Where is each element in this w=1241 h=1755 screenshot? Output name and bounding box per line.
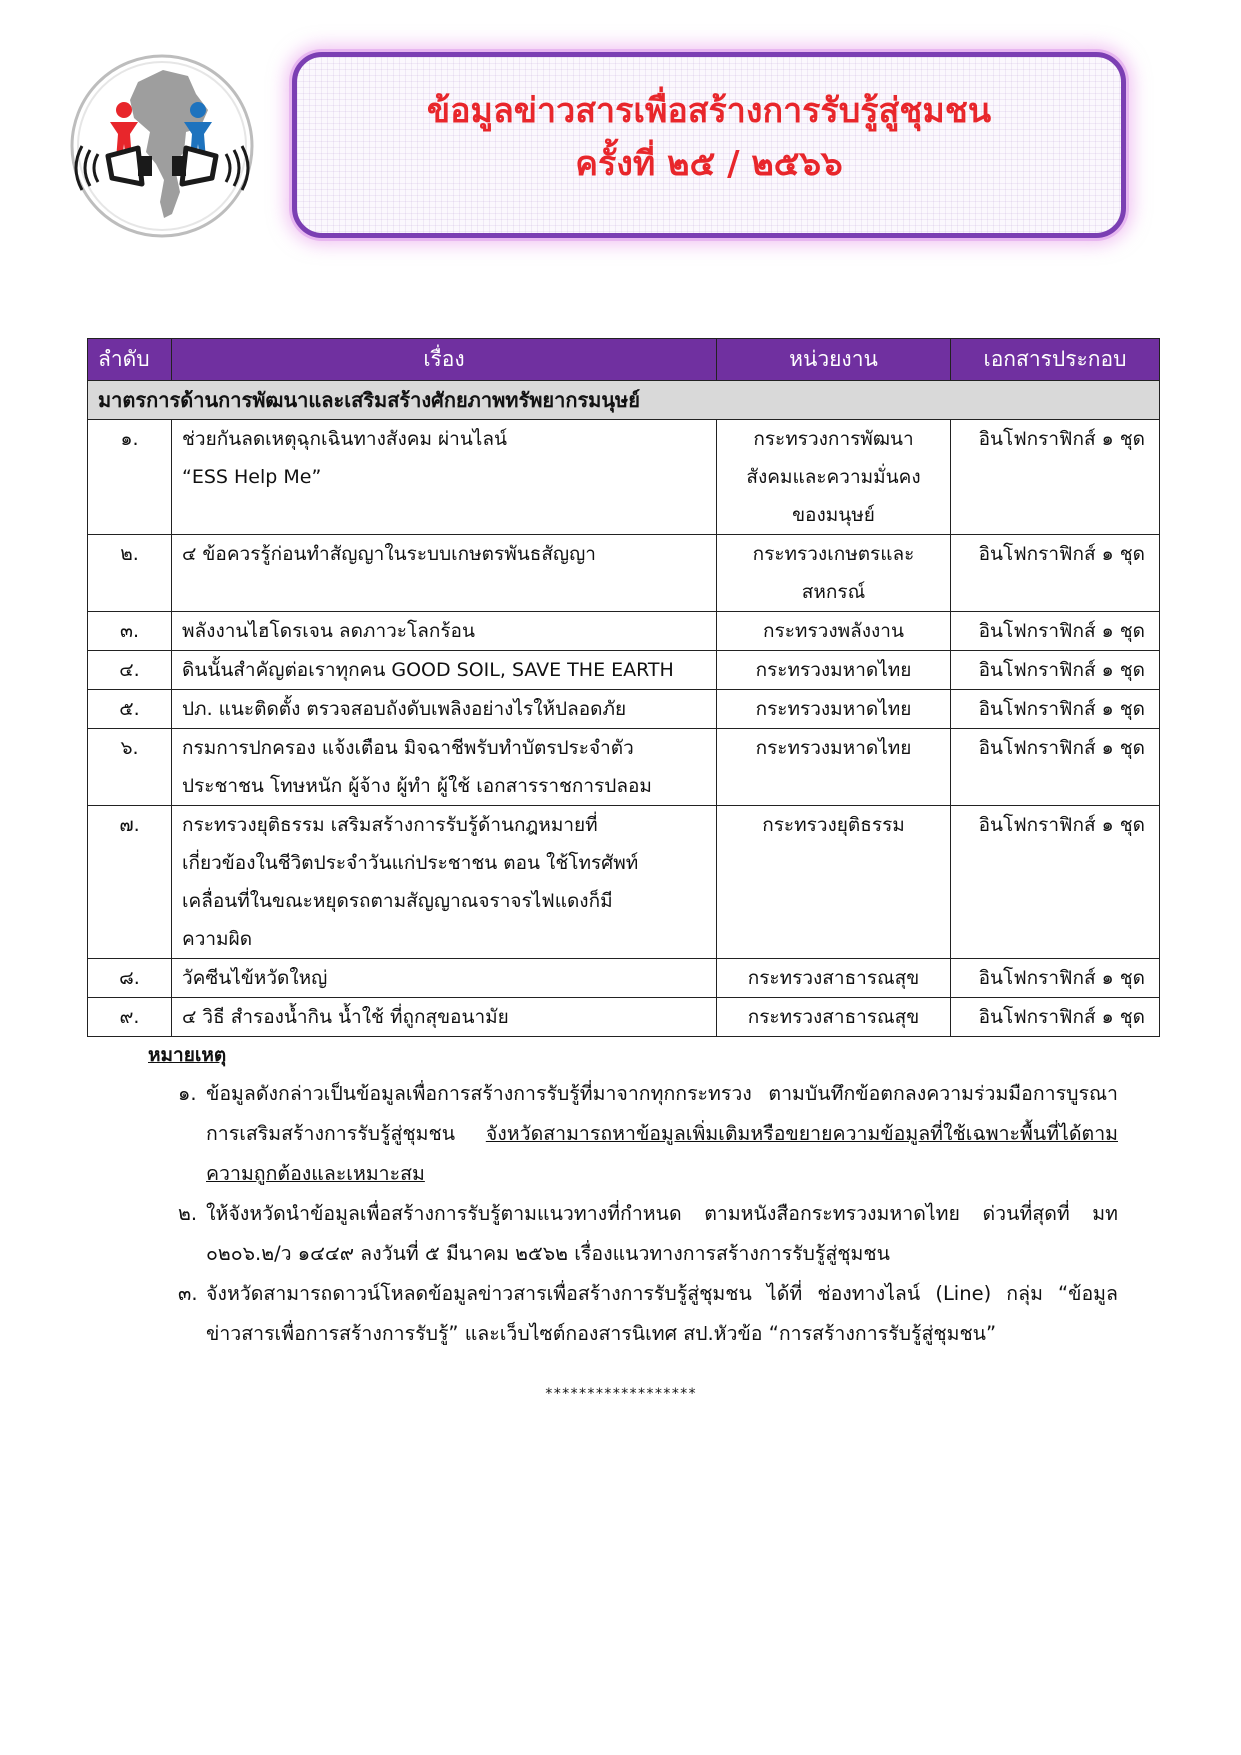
header-doc: เอกสารประกอบ: [951, 339, 1160, 381]
people-megaphone-map-logo-icon: [68, 52, 256, 240]
row-topic-line: กรมการปกครอง แจ้งเตือน มิจฉาชีพรับทำบัตรประจำตัว: [182, 737, 634, 759]
row-doc: อินโฟกราฟิกส์ ๑ ชุด: [951, 690, 1160, 729]
row-unit-line: กระทรวงสาธารณสุข: [747, 967, 920, 989]
table-row: [88, 535, 1160, 612]
row-doc: อินโฟกราฟิกส์ ๑ ชุด: [951, 959, 1160, 998]
table-row: [88, 651, 1160, 690]
row-unit-line: สังคมและความมั่นคง: [746, 466, 921, 488]
remark-text: ข้อมูลดังกล่าวเป็นข้อมูลเพื่อการสร้างการรับรู้ที่มาจากทุกกระทรวง ตามบันทึกข้อตกลงความร่วมมือการบูรณาการเสริมสร้างการรับรู้สู่ชุมชน: [206, 1082, 1118, 1145]
row-unit: [717, 729, 951, 806]
row-number: ๒.: [88, 535, 172, 612]
logo: [68, 52, 256, 240]
page-title: ข้อมูลข่าวสารเพื่อสร้างการรับรู้สู่ชุมชน: [426, 91, 992, 131]
row-topic-line: ปภ. แนะติดตั้ง ตรวจสอบถังดับเพลิงอย่างไรให้ปลอดภัย: [182, 698, 627, 720]
remarks: [148, 1040, 1118, 1354]
table-row: [88, 690, 1160, 729]
row-unit-line: กระทรวงพลังงาน: [763, 620, 904, 642]
row-topic-line: ๔ วิธี สำรองน้ำกิน น้ำใช้ ที่ถูกสุขอนามัย: [182, 1006, 509, 1028]
remark-number: ๒.: [178, 1202, 198, 1225]
row-unit: [717, 690, 951, 729]
row-topic-line: เกี่ยวข้องในชีวิตประจำวันแก่ประชาชน ตอน ใช้โทรศัพท์: [182, 852, 639, 874]
row-unit: [717, 612, 951, 651]
table-row: [88, 998, 1160, 1037]
header-unit: หน่วยงาน: [717, 339, 951, 381]
row-unit: [717, 998, 951, 1037]
row-doc: อินโฟกราฟิกส์ ๑ ชุด: [951, 998, 1160, 1037]
row-topic: [172, 998, 717, 1037]
row-unit: [717, 806, 951, 959]
row-number: ๔.: [88, 651, 172, 690]
row-number: ๙.: [88, 998, 172, 1037]
row-topic: [172, 959, 717, 998]
row-number: ๘.: [88, 959, 172, 998]
row-number: ๑.: [88, 420, 172, 535]
row-unit-line: กระทรวงสาธารณสุข: [747, 1006, 920, 1028]
table-row: [88, 959, 1160, 998]
row-number: ๕.: [88, 690, 172, 729]
row-doc: อินโฟกราฟิกส์ ๑ ชุด: [951, 612, 1160, 651]
header-topic: เรื่อง: [172, 339, 717, 381]
row-unit: [717, 420, 951, 535]
remark-item: [148, 1194, 1118, 1274]
title-box: [292, 52, 1126, 238]
header-no: ลำดับ: [88, 339, 172, 381]
row-topic: [172, 535, 717, 612]
row-topic: [172, 806, 717, 959]
row-topic-line: พลังงานไฮโดรเจน ลดภาวะโลกร้อน: [182, 620, 475, 642]
news-table: [87, 338, 1160, 1037]
row-unit-line: กระทรวงยุติธรรม: [762, 814, 905, 836]
remark-text: จังหวัดสามารถดาวน์โหลดข้อมูลข่าวสารเพื่อสร้างการรับรู้สู่ชุมชน ได้ที่ ช่องทางไลน์ (Line) กลุ่ม “ข้อมูลข่าวสารเพื่อการสร้างการรับรู้” และเว็บไซต์กองสารนิเทศ สป.หัวข้อ “การสร้างการรับรู้สู่ชุมชน”: [206, 1282, 1118, 1345]
row-topic-line: วัคซีนไข้หวัดใหญ่: [182, 967, 328, 989]
row-topic: [172, 612, 717, 651]
remarks-title: หมายเหตุ: [148, 1044, 227, 1066]
row-doc: อินโฟกราฟิกส์ ๑ ชุด: [951, 651, 1160, 690]
row-doc: อินโฟกราฟิกส์ ๑ ชุด: [951, 420, 1160, 535]
section-row: [88, 381, 1160, 420]
row-topic: [172, 651, 717, 690]
row-topic-line: ๔ ข้อควรรู้ก่อนทำสัญญาในระบบเกษตรพันธสัญญา: [182, 543, 596, 565]
row-doc: อินโฟกราฟิกส์ ๑ ชุด: [951, 806, 1160, 959]
row-topic-line: กระทรวงยุติธรรม เสริมสร้างการรับรู้ด้านกฎหมายที่: [182, 814, 598, 836]
remark-item: [148, 1274, 1118, 1354]
table-header-row: [88, 339, 1160, 381]
row-unit-line: ของมนุษย์: [792, 504, 875, 526]
remark-underlined-text: จังหวัดสามารถหาข้อมูลเพิ่มเติมหรือขยายความข้อมูลที่ใช้เฉพาะพื้นที่ได้ตามความถูกต้องและเหมาะสม: [206, 1122, 1118, 1185]
row-unit: [717, 651, 951, 690]
row-number: ๗.: [88, 806, 172, 959]
row-topic-line: ความผิด: [182, 928, 253, 950]
row-unit-line: กระทรวงมหาดไทย: [755, 737, 912, 759]
remarks-list: [148, 1074, 1118, 1354]
row-unit-line: กระทรวงเกษตรและ: [752, 543, 915, 565]
row-doc: อินโฟกราฟิกส์ ๑ ชุด: [951, 535, 1160, 612]
row-topic-line: ประชาชน โทษหนัก ผู้จ้าง ผู้ทำ ผู้ใช้ เอกสารราชการปลอม: [182, 775, 652, 797]
remark-item: [148, 1074, 1118, 1194]
remark-number: ๑.: [178, 1082, 197, 1105]
row-topic: [172, 729, 717, 806]
row-unit: [717, 959, 951, 998]
table-row: [88, 729, 1160, 806]
row-unit-line: กระทรวงมหาดไทย: [755, 659, 912, 681]
table-row: [88, 612, 1160, 651]
row-topic-line: ดินนั้นสำคัญต่อเราทุกคน GOOD SOIL, SAVE THE EARTH: [182, 659, 674, 681]
row-topic-line: “ESS Help Me”: [182, 466, 322, 488]
end-marker: ******************: [544, 1386, 697, 1402]
remark-number: ๓.: [178, 1282, 198, 1305]
table-row: [88, 420, 1160, 535]
row-topic: [172, 420, 717, 535]
section-title: มาตรการด้านการพัฒนาและเสริมสร้างศักยภาพทรัพยากรมนุษย์: [88, 381, 1160, 420]
row-topic-line: ช่วยกันลดเหตุฉุกเฉินทางสังคม ผ่านไลน์: [182, 428, 507, 450]
row-unit: [717, 535, 951, 612]
row-topic-line: เคลื่อนที่ในขณะหยุดรถตามสัญญาณจราจรไฟแดงก็มี: [182, 890, 613, 912]
row-unit-line: สหกรณ์: [801, 581, 866, 603]
remark-text: ให้จังหวัดนำข้อมูลเพื่อสร้างการรับรู้ตามแนวทางที่กำหนด ตามหนังสือกระทรวงมหาดไทย ด่วนที่สุดที่ มท ๐๒๐๖.๒/ว ๑๔๔๙ ลงวันที่ ๕ มีนาคม ๒๕๖๒ เรื่องแนวทางการสร้างการรับรู้สู่ชุมชน: [206, 1202, 1118, 1265]
page-subtitle-issue: ครั้งที่ ๒๕ / ๒๕๖๖: [575, 144, 843, 185]
row-doc: อินโฟกราฟิกส์ ๑ ชุด: [951, 729, 1160, 806]
row-unit-line: กระทรวงมหาดไทย: [755, 698, 912, 720]
table-row: [88, 806, 1160, 959]
row-number: ๓.: [88, 612, 172, 651]
row-number: ๖.: [88, 729, 172, 806]
row-unit-line: กระทรวงการพัฒนา: [753, 428, 914, 450]
row-topic: [172, 690, 717, 729]
